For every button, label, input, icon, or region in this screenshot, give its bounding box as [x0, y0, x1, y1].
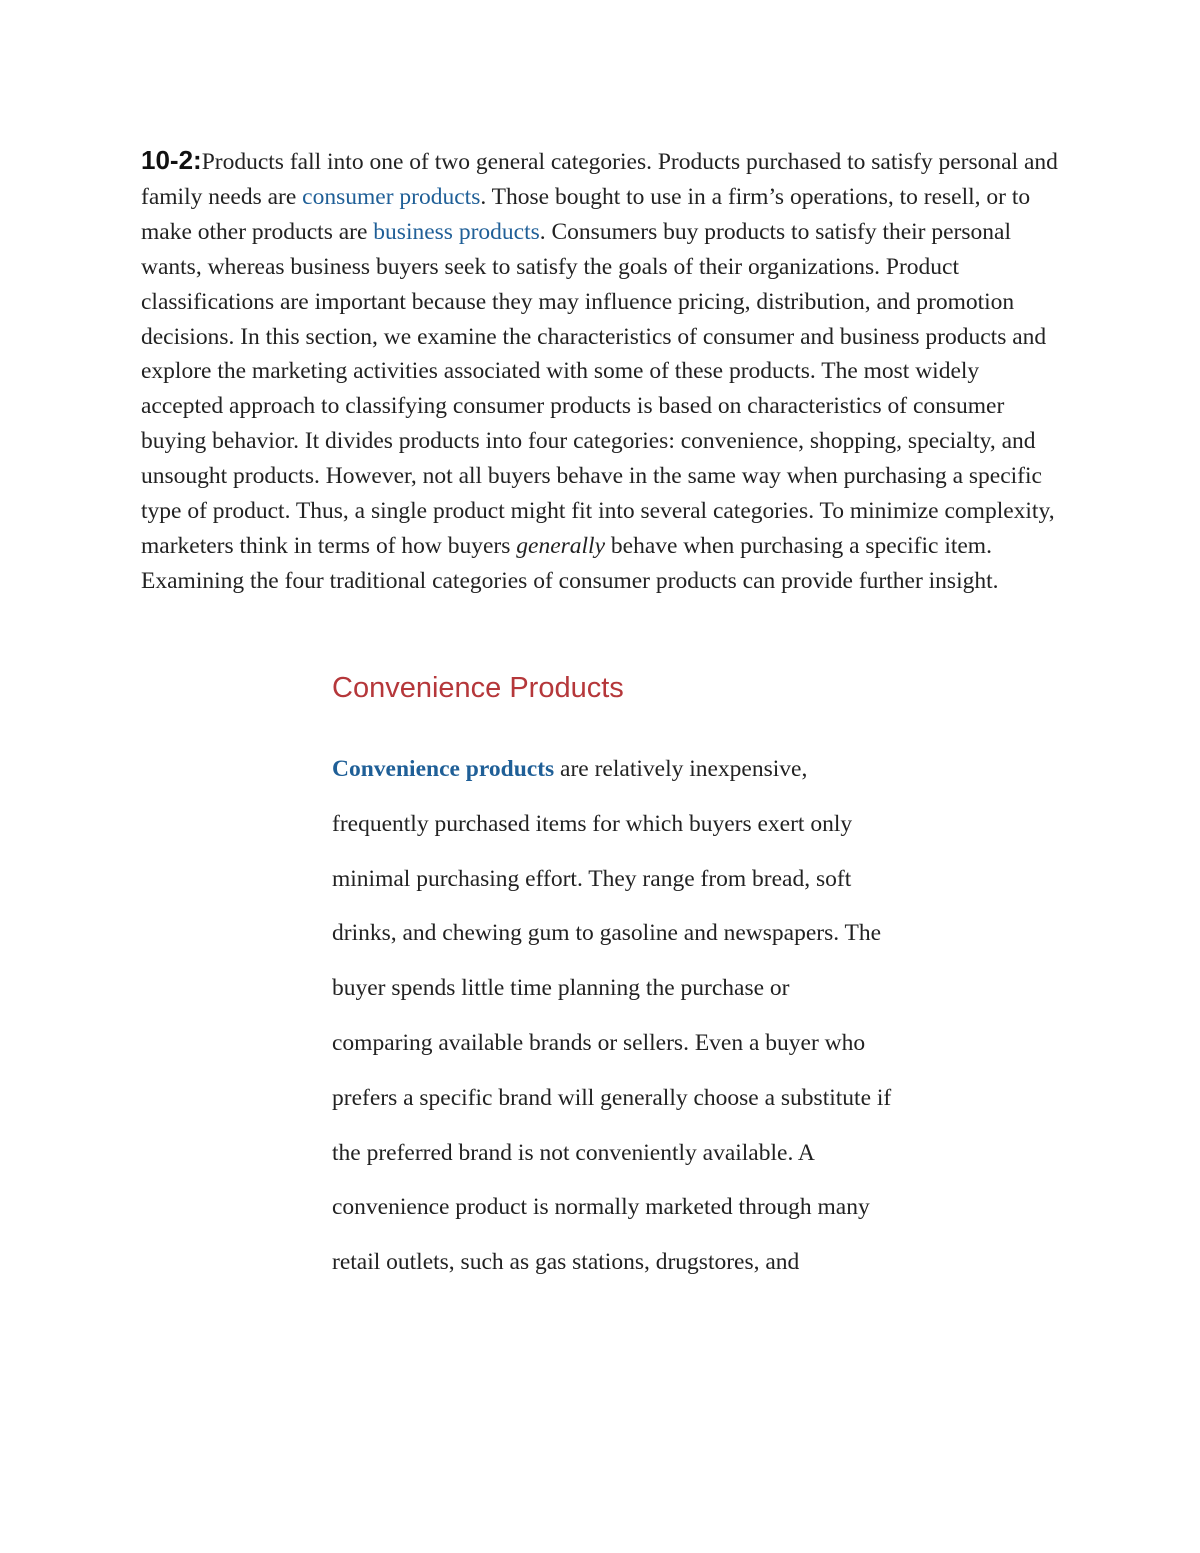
- intro-paragraph: [141, 143, 1061, 599]
- convenience-body-text: are relatively inexpensive, frequently purchased items for which buyers exert only minimal purchasing effort. They range from bread, soft drinks, and chewing gum to gasoline and newspapers. The buyer spends little time planning the purchase or comparing available brands or sellers. Even a buyer who prefers a specific brand will generally choose a substitute if the preferred brand is not conveniently available. A convenience product is normally marketed through many retail outlets, such as gas stations, drugstores, and: [332, 756, 892, 1276]
- term-convenience-products[interactable]: Convenience products: [332, 756, 555, 782]
- convenience-products-heading: Convenience Products: [332, 672, 624, 704]
- intro-text-4: behave when purchasing a specific item. Examining the four traditional categories of consumer products can provide further insight.: [141, 532, 999, 594]
- intro-text-1: Products fall into one of two general categories. Products purchased to satisfy personal and family needs are: [141, 149, 1058, 210]
- emphasis-generally: generally: [516, 532, 606, 559]
- term-consumer-products[interactable]: consumer products: [302, 183, 481, 210]
- intro-text-3: . Consumers buy products to satisfy their personal wants, whereas business buyers seek to satisfy the goals of their organizations. Product classifications are important because they may influence pricing, distribution, and promotion decisions. In this section, we examine the characteristics of consumer and business products and explore the marketing activities associated with some of these products. The most widely accepted approach to classifying consumer products is based on characteristics of consumer buying behavior. It divides products into four categories: convenience, shopping, specialty, and unsought products. However, not all buyers behave in the same way when purchasing a specific type of product. Thus, a single product might fit into several categories. To minimize complexity, marketers think in terms of how buyers: [141, 218, 1055, 559]
- convenience-paragraph: [332, 742, 892, 1290]
- term-business-products[interactable]: business products: [373, 218, 540, 245]
- section-number: 10-2:: [141, 145, 202, 175]
- intro-text-2: . Those bought to use in a firm’s operations, to resell, or to make other products are: [141, 183, 1031, 245]
